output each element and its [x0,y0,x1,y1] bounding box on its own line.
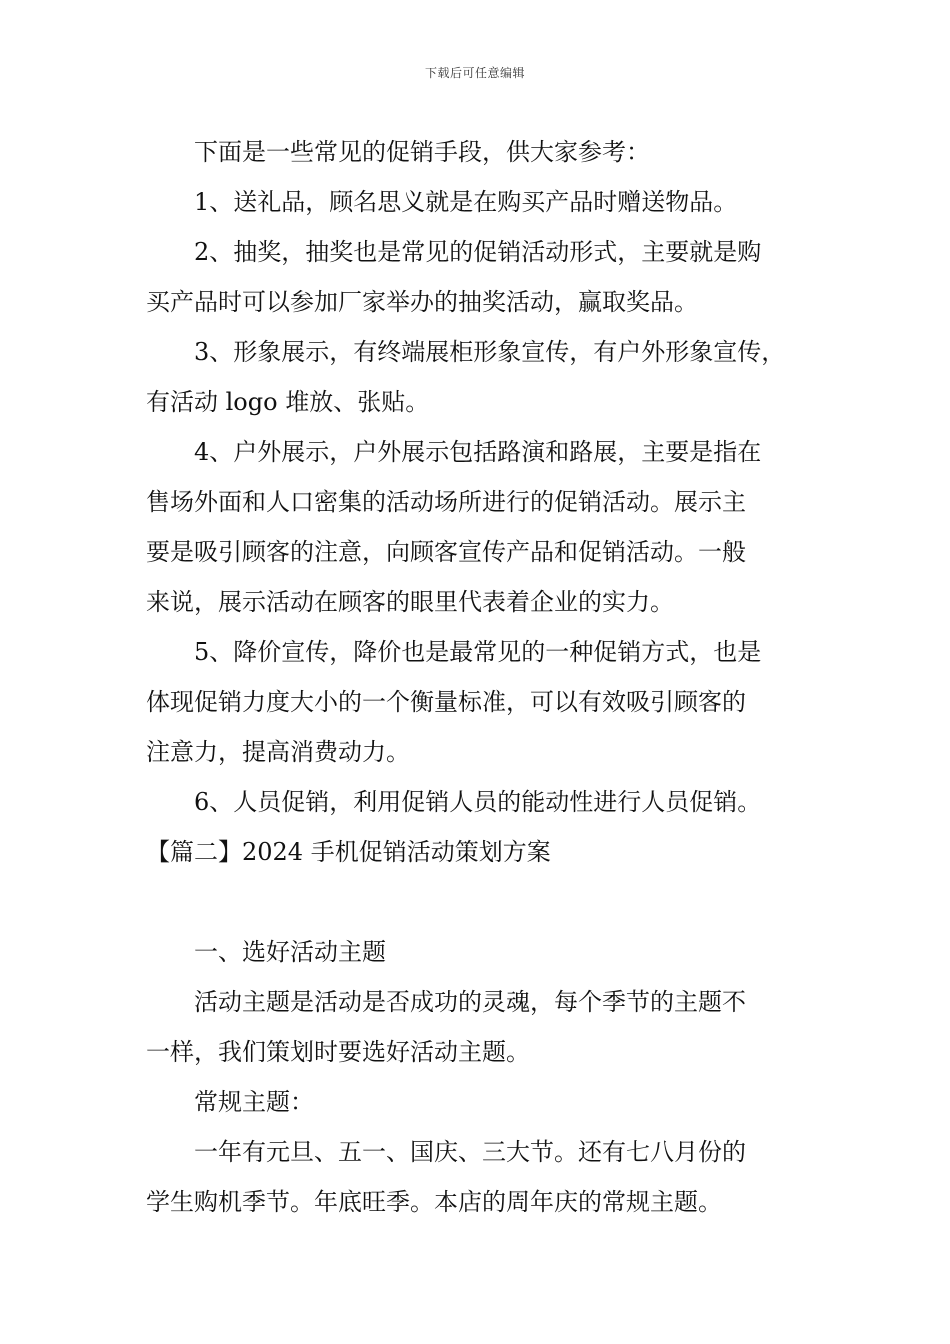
blank-line [146,877,808,927]
paragraph-regular-line-1: 一年有元旦、五一、国庆、三大节。还有七八月份的 [194,1138,746,1166]
list-item-1: 1、送礼品，顾名思义就是在购买产品时赠送物品。 [194,188,738,216]
list-item-5-line-1: 5、降价宣传，降价也是最常见的一种促销方式，也是 [194,638,762,666]
list-item-3-line-1: 3、形象展示，有终端展柜形象宣传，有户外形象宣传， [194,338,786,366]
list-item-4-line-1: 4、户外展示，户外展示包括路演和路展，主要是指在 [194,438,762,466]
paragraph-theme-line-2: 一样，我们策划时要选好活动主题。 [146,1038,530,1066]
section-heading: 【篇二】2024 手机促销活动策划方案 [146,838,551,866]
paragraph-intro: 下面是一些常见的促销手段，供大家参考： [194,138,650,166]
subheading-regular-theme: 常规主题： [194,1088,314,1116]
subheading-theme: 一、选好活动主题 [194,938,386,966]
document-body [146,127,808,1227]
list-item-4-line-4: 来说，展示活动在顾客的眼里代表着企业的实力。 [146,588,674,616]
list-item-4-line-2: 售场外面和人口密集的活动场所进行的促销活动。展示主 [146,488,746,516]
list-item-2-line-2: 买产品时可以参加厂家举办的抽奖活动，赢取奖品。 [146,288,698,316]
list-item-5-line-3: 注意力，提高消费动力。 [146,738,410,766]
page-header: 下载后可任意编辑 [424,66,525,80]
list-item-5-line-2: 体现促销力度大小的一个衡量标准，可以有效吸引顾客的 [146,688,746,716]
paragraph-theme-line-1: 活动主题是活动是否成功的灵魂，每个季节的主题不 [194,988,746,1016]
paragraph-regular-line-2: 学生购机季节。年底旺季。本店的周年庆的常规主题。 [146,1188,722,1216]
list-item-3-line-2: 有活动 logo 堆放、张贴。 [146,388,430,416]
list-item-2-line-1: 2、抽奖，抽奖也是常见的促销活动形式，主要就是购 [194,238,762,266]
list-item-4-line-3: 要是吸引顾客的注意，向顾客宣传产品和促销活动。一般 [146,538,746,566]
list-item-6: 6、人员促销，利用促销人员的能动性进行人员促销。 [194,788,762,816]
